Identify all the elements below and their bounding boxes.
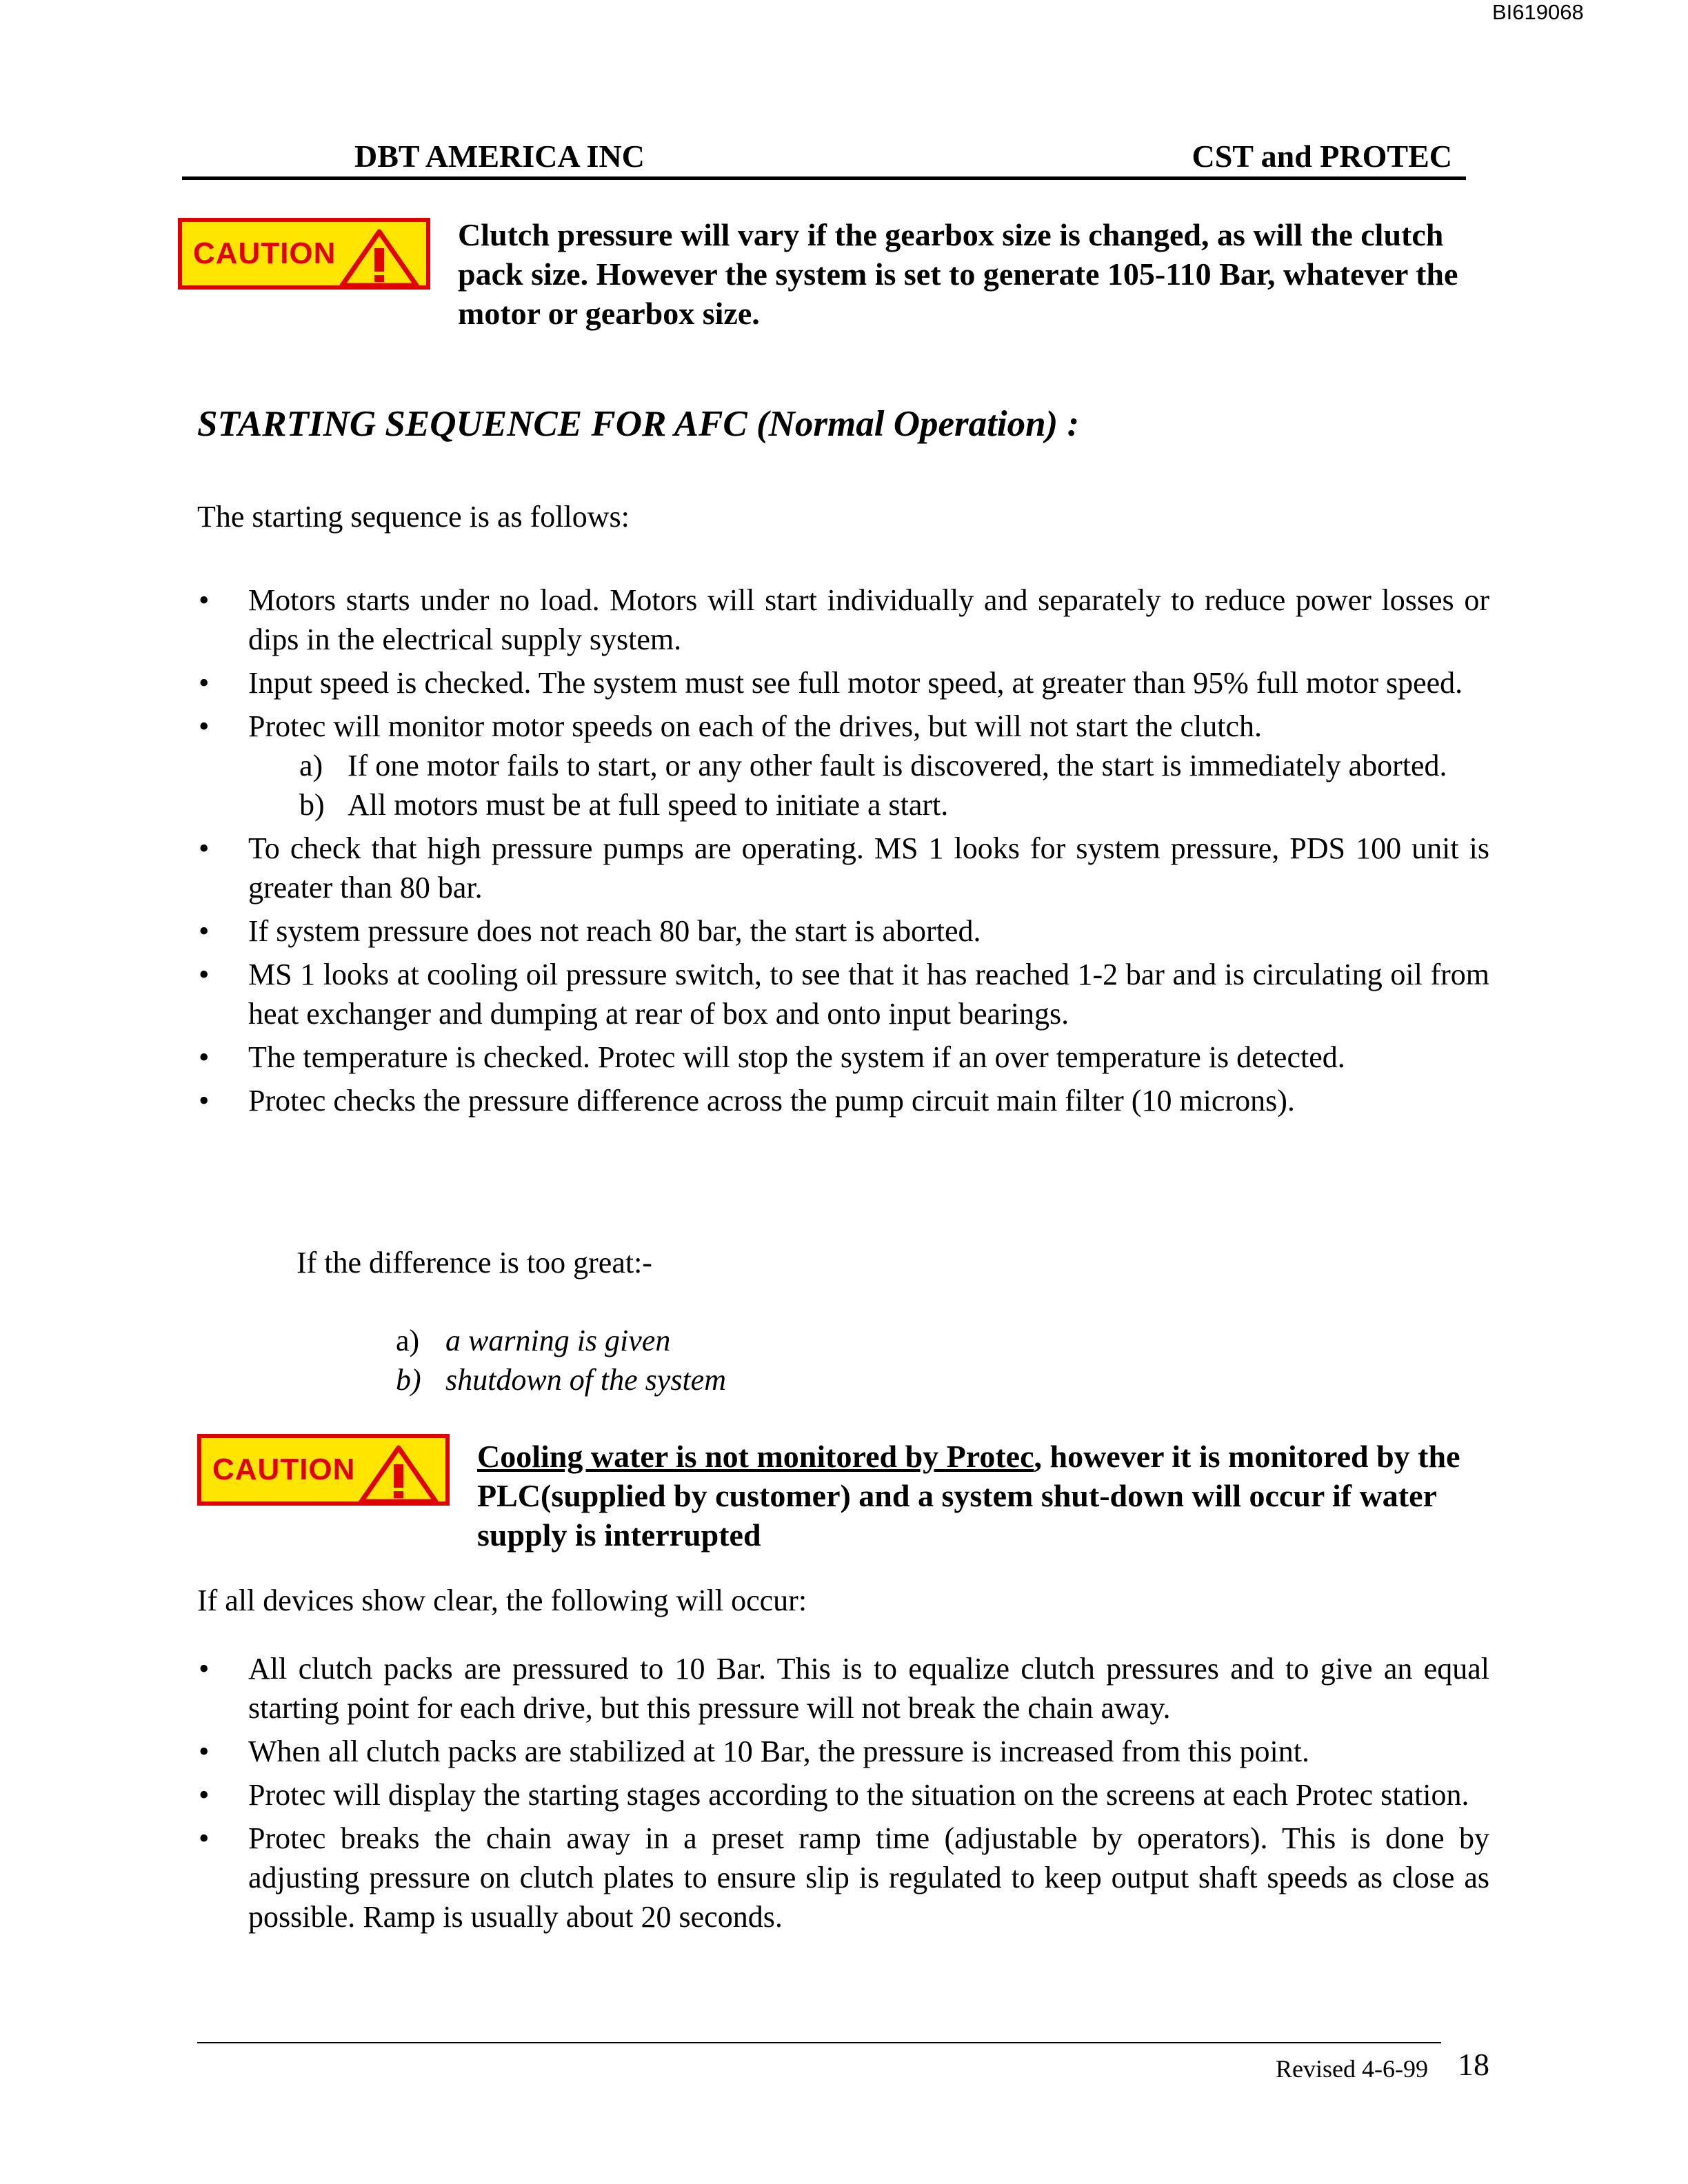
warning-triangle-icon: [357, 1444, 440, 1504]
header-rule: [182, 176, 1466, 180]
difference-action: a) a warning is given: [396, 1324, 671, 1357]
footer-rule: [197, 2042, 1441, 2043]
warning-triangle-icon: [338, 228, 421, 288]
difference-actions: [396, 1321, 726, 1399]
revision-date: Revised 4-6-99: [1276, 2055, 1428, 2083]
bullet-icon: •: [199, 709, 210, 743]
bullet-icon: •: [199, 1778, 210, 1812]
difference-action: b) shutdown of the system: [396, 1363, 726, 1397]
caution-sign: [178, 218, 430, 290]
intro-text: The starting sequence is as follows:: [197, 500, 630, 534]
caution-note-cooling-water: Cooling water is not monitored by Protec, however it is monitored by the PLC(supplied by customer) and a system shut-down will occur if water supply is interrupted: [477, 1439, 1460, 1553]
bullet-icon: •: [199, 1652, 210, 1686]
caution-label: CAUTION: [193, 236, 336, 270]
header-company: DBT AMERICA INC: [354, 139, 645, 174]
list-item: • If system pressure does not reach 80 bar, the start is aborted.: [197, 911, 1489, 951]
bullet-icon: •: [199, 958, 210, 991]
bullet-icon: •: [199, 831, 210, 865]
list-item: • Protec breaks the chain away in a preset ramp time (adjustable by operators). This is done by adjusting pressure on clutch plates to ensure slip is regulated to keep output shaft speeds as close as possible. Ramp is usually about 20 seconds.: [197, 1819, 1489, 1937]
list-item: • Input speed is checked. The system must see full motor speed, at greater than 95% full motor speed.: [197, 663, 1489, 702]
starting-sequence-list: [197, 580, 1489, 1124]
caution-note-clutch-pressure: Clutch pressure will vary if the gearbox size is changed, as will the clutch pack size. However the system is set to generate 105-110 Bar, whatever the motor or gearbox size.: [458, 217, 1458, 331]
bullet-icon: •: [199, 666, 210, 700]
bullet-icon: •: [199, 1040, 210, 1074]
header-subject: CST and PROTEC: [1192, 139, 1452, 174]
sub-item: b) All motors must be at full speed to initiate a start.: [299, 788, 949, 822]
list-item: • Motors starts under no load. Motors will start individually and separately to reduce power losses or dips in the electrical supply system.: [197, 580, 1489, 659]
list-item: • MS 1 looks at cooling oil pressure switch, to see that it has reached 1-2 bar and is circulating oil from heat exchanger and dumping at rear of box and onto input bearings.: [197, 955, 1489, 1033]
sub-item: a) If one motor fails to start, or any other fault is discovered, the start is immediately aborted.: [299, 749, 1447, 782]
bullet-icon: •: [199, 914, 210, 948]
caution-sign: [197, 1434, 450, 1506]
clear-intro: If all devices show clear, the following will occur:: [197, 1584, 807, 1617]
bullet-icon: •: [199, 1821, 210, 1855]
list-item: • All clutch packs are pressured to 10 Bar. This is to equalize clutch pressures and to give an equal starting point for each drive, but this pressure will not break the chain away.: [197, 1649, 1489, 1728]
bullet-icon: •: [199, 1084, 210, 1118]
list-item: • Protec checks the pressure difference across the pump circuit main filter (10 microns).: [197, 1081, 1489, 1120]
list-item: • To check that high pressure pumps are operating. MS 1 looks for system pressure, PDS 100 unit is greater than 80 bar.: [197, 829, 1489, 907]
difference-intro: If the difference is too great:-: [297, 1246, 652, 1280]
list-item: • Protec will monitor motor speeds on each of the drives, but will not start the clutch. a) If one motor fails to start, or any other fault is discovered, the start is immediately aborted. b) All motors must be at full speed to initiate a start.: [197, 707, 1489, 825]
list-item: • Protec will display the starting stages according to the situation on the screens at each Protec station.: [197, 1775, 1489, 1814]
section-heading: STARTING SEQUENCE FOR AFC (Normal Operation) :: [197, 404, 1080, 444]
bullet-icon: •: [199, 583, 210, 617]
bullet-icon: •: [199, 1735, 210, 1768]
list-item: • When all clutch packs are stabilized at 10 Bar, the pressure is increased from this point.: [197, 1732, 1489, 1771]
list-item: • The temperature is checked. Protec will stop the system if an over temperature is detected.: [197, 1038, 1489, 1077]
clear-sequence-list: [197, 1649, 1489, 1941]
caution-label: CAUTION: [212, 1453, 356, 1486]
page-number: 18: [1458, 2047, 1489, 2082]
document-id: BI619068: [1492, 0, 1584, 24]
